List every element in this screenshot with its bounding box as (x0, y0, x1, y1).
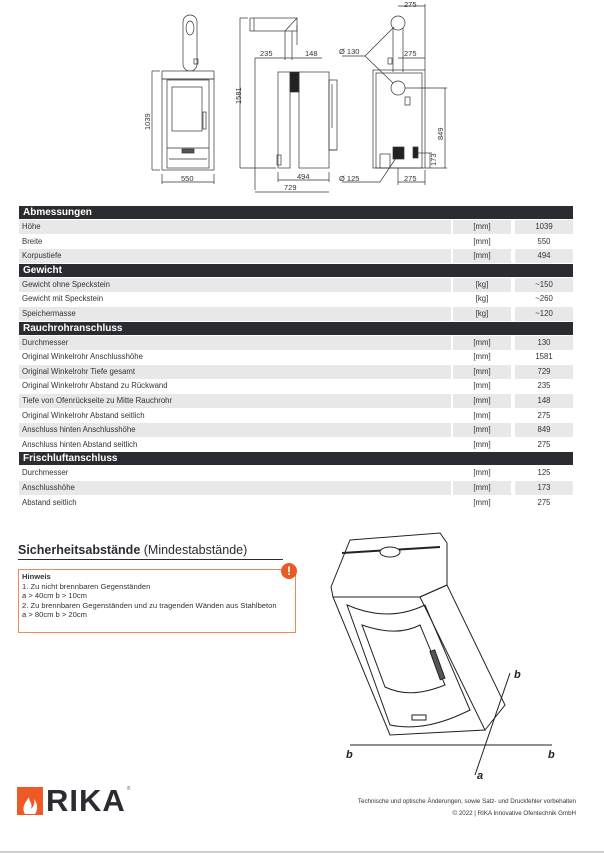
row-unit: [mm] (473, 381, 491, 391)
fresh-air-height-dim: 173 (429, 153, 438, 166)
row-unit: [mm] (473, 352, 491, 362)
hint-line: a > 80cm b > 20cm (22, 610, 88, 620)
hint-title: Hinweis (22, 572, 51, 581)
table-row (19, 249, 573, 263)
row-label: Höhe (19, 220, 451, 234)
table-row (19, 394, 573, 408)
label-a-front: a (477, 770, 484, 782)
exclamation-icon: ! (281, 563, 297, 579)
flame-icon (17, 787, 43, 815)
row-unit: [kg] (453, 278, 511, 292)
row-value: 130 (515, 336, 573, 350)
row-label: Durchmesser (19, 336, 451, 350)
row-label: Original Winkelrohr Anschlusshöhe (22, 352, 143, 362)
row-value: 235 (537, 381, 551, 391)
row-unit: [mm] (473, 410, 491, 420)
row-value: 849 (515, 423, 573, 437)
back-flue-offset-back-dim: 275 (404, 49, 417, 58)
table-row (19, 365, 573, 379)
row-value: ~120 (515, 307, 573, 321)
table-row (19, 466, 573, 480)
row-label: Gewicht mit Speckstein (22, 294, 104, 304)
row-unit: [mm] (453, 423, 511, 437)
side-pipe-height-dim: 1581 (234, 87, 243, 104)
safety-section-title (18, 543, 283, 560)
table-row (19, 350, 573, 364)
row-unit: [kg] (475, 294, 489, 304)
row-label: Original Winkelrohr Abstand seitlich (22, 410, 145, 420)
section-header: Rauchrohranschluss (19, 322, 573, 335)
table-row (19, 481, 573, 495)
back-flue-diameter-dim: Ø 130 (339, 47, 360, 56)
table-row (19, 220, 573, 234)
row-value: ~150 (515, 278, 573, 292)
row-unit: [mm] (473, 439, 491, 449)
isometric-stove-drawing (331, 533, 552, 775)
row-label: Anschlusshöhe (19, 481, 451, 495)
safety-title: Sicherheitsabstände (18, 543, 141, 557)
side-total-depth-dim: 729 (284, 183, 297, 192)
row-unit: [mm] (473, 236, 491, 246)
row-label: Anschluss hinten Abstand seitlich (22, 439, 138, 449)
registered-mark: ® (126, 786, 131, 792)
table-row (19, 423, 573, 437)
clearance-diagram (320, 525, 570, 785)
row-unit: [mm] (473, 497, 491, 507)
table-row (19, 235, 573, 249)
hint-line: 2. Zu brennbaren Gegenständen und zu tragenden Wänden aus Stahlbeton (22, 600, 277, 610)
row-unit: [mm] (453, 249, 511, 263)
row-unit: [mm] (453, 220, 511, 234)
row-value: 729 (515, 365, 573, 379)
table-row (19, 379, 573, 393)
row-value: 550 (537, 236, 551, 246)
row-value: 173 (515, 481, 573, 495)
hint-line: 1. Zu nicht brennbaren Gegenständen (22, 581, 151, 591)
row-unit: [kg] (453, 307, 511, 321)
label-b-left: b (346, 749, 353, 761)
copyright-text: © 2022 | RIKA Innovative Ofentechnik GmbH (452, 810, 576, 817)
back-connection-height-dim: 849 (436, 127, 445, 140)
table-row (19, 292, 573, 306)
row-label: Anschluss hinten Anschlusshöhe (19, 423, 451, 437)
hint-box (18, 569, 296, 633)
brand-name: RIKA (46, 783, 126, 818)
row-label: Breite (22, 236, 43, 246)
row-label: Speichermasse (19, 307, 451, 321)
table-row (19, 336, 573, 350)
row-unit: [mm] (453, 336, 511, 350)
row-value: 494 (515, 249, 573, 263)
back-flue-offset-top-dim: 275 (404, 0, 417, 9)
side-view-drawing (240, 18, 337, 192)
row-label: Original Winkelrohr Abstand zu Rückwand (22, 381, 168, 391)
row-unit: [mm] (453, 394, 511, 408)
row-value: ~260 (535, 294, 553, 304)
front-view-drawing (152, 15, 214, 184)
row-label: Korpustiefe (19, 249, 451, 263)
side-body-depth-dim: 494 (297, 172, 310, 181)
row-value: 275 (537, 410, 551, 420)
row-label: Abstand seitlich (22, 497, 77, 507)
section-header: Frischluftanschluss (19, 452, 573, 465)
row-label: Tiefe von Ofenrückseite zu Mitte Rauchrohr (19, 394, 451, 408)
fresh-air-offset-dim: 275 (404, 174, 417, 183)
table-row (19, 278, 573, 292)
row-value: 275 (537, 439, 551, 449)
row-value: 275 (537, 497, 551, 507)
section-header: Gewicht (19, 264, 573, 277)
specs-table (19, 206, 573, 510)
row-value: 125 (537, 468, 551, 478)
section-header: Abmessungen (19, 206, 573, 219)
row-value: 148 (515, 394, 573, 408)
table-row (19, 307, 573, 321)
side-offset-back-dim: 235 (260, 49, 273, 58)
row-label: Original Winkelrohr Tiefe gesamt (19, 365, 451, 379)
disclaimer-text: Technische und optische Änderungen, sowie Satz- und Druckfehler vorbehalten (357, 798, 576, 805)
row-label: Gewicht ohne Speckstein (19, 278, 451, 292)
side-offset-center-dim: 148 (305, 49, 318, 58)
front-height-dim: 1039 (143, 113, 152, 130)
rika-logo (17, 783, 131, 818)
row-value: 1581 (535, 352, 553, 362)
label-b-back: b (514, 669, 521, 681)
hint-line: a > 40cm b > 10cm (22, 591, 88, 601)
row-unit: [mm] (473, 468, 491, 478)
front-width-dim: 550 (181, 174, 194, 183)
table-row (19, 438, 573, 452)
row-label: Durchmesser (22, 468, 69, 478)
row-unit: [mm] (453, 365, 511, 379)
label-b-right: b (548, 749, 555, 761)
table-row (19, 409, 573, 423)
safety-subtitle: (Mindestabstände) (143, 543, 248, 557)
row-value: 1039 (515, 220, 573, 234)
fresh-air-diameter-dim: Ø 125 (339, 174, 360, 183)
technical-drawings (140, 0, 460, 200)
footer-note (358, 796, 576, 820)
table-row (19, 496, 573, 510)
row-unit: [mm] (453, 481, 511, 495)
